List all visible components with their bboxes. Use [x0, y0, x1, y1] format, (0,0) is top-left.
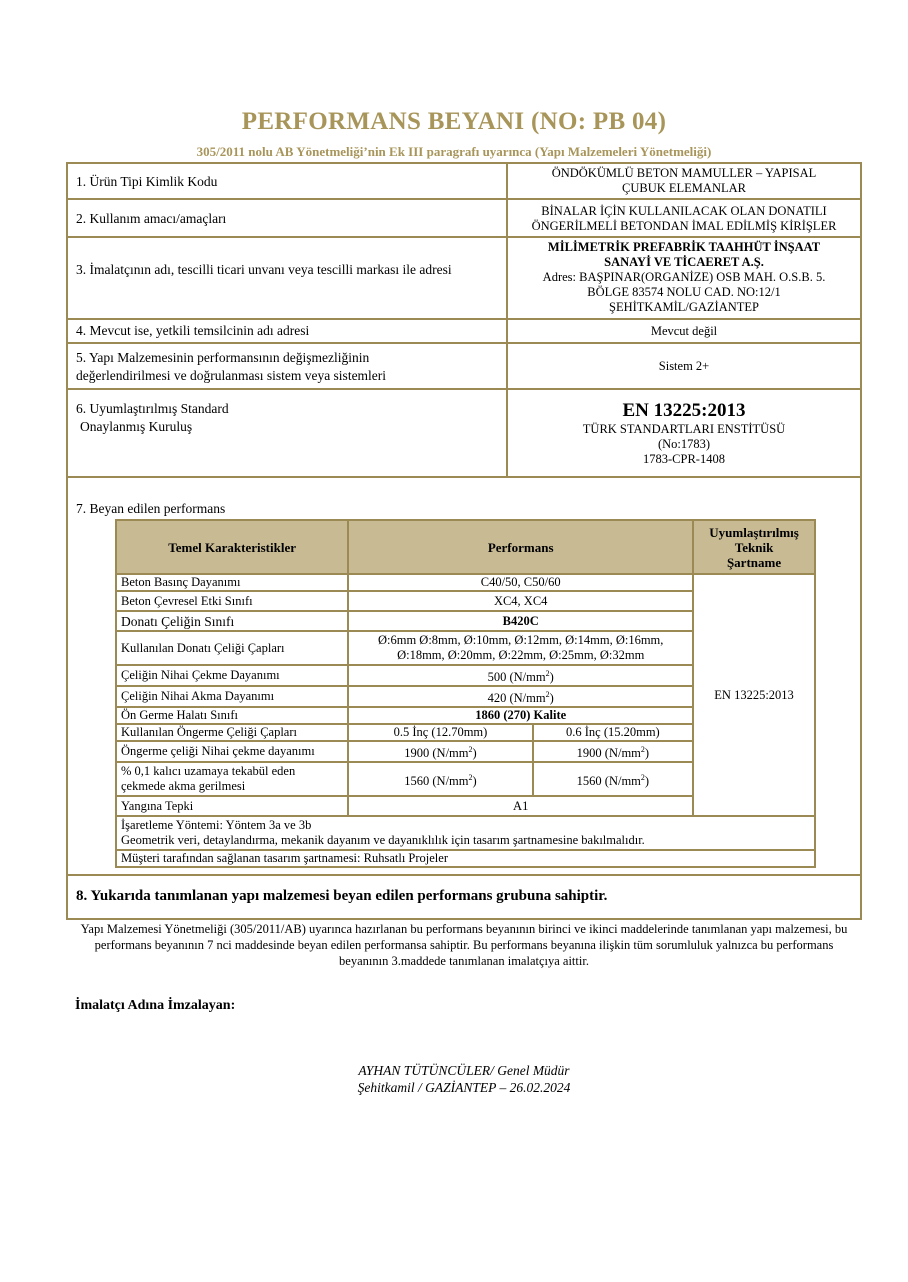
row-label: Ön Germe Halatı Sınıfı — [116, 707, 348, 724]
header-performance: Performans — [348, 520, 693, 574]
row-value: 0.6 İnç (15.20mm) — [533, 724, 693, 741]
section-3-label: 3. İmalatçının adı, tescilli ticari unvanı veya tescilli markası ile adresi — [76, 262, 452, 277]
section-6-label: 6. Uyumlaştırılmış Standard Onaylanmış Kuruluş — [76, 401, 229, 434]
row-value: C40/50, C50/60 — [348, 574, 693, 591]
declaration-note: Yapı Malzemesi Yönetmeliği (305/2011/AB) uyarınca hazırlanan bu performans beyanının birinci ve ikinci maddelerinde tanımlanan yapı malzemesi, bu performans beyanının 7 nci maddesinde beyan edilen performansa sahiptir. Bu performans beyanına ilişkin tüm sorumluluk yalnızca bu performans beyanının 3.maddede tanımlanan imalatçıya aittir. — [80, 922, 848, 968]
row-value: Ø:6mm Ø:8mm, Ø:10mm, Ø:12mm, Ø:14mm, Ø:16mm, Ø:18mm, Ø:20mm, Ø:22mm, Ø:25mm, Ø:32mm — [348, 631, 693, 665]
row-value: A1 — [348, 796, 693, 816]
row-label: Yangına Tepki — [116, 796, 348, 816]
section-2-value: BİNALAR İÇİN KULLANILACAK OLAN DONATILI ÖNGERİLMELİ BETONDAN İMAL EDİLMİŞ KİRİŞLER — [531, 204, 837, 233]
row-value: 1900 $(N/mm^2)$ — [533, 741, 693, 762]
section-7-label: 7. Beyan edilen performans — [76, 501, 226, 516]
section-6-value: EN 13225:2013 TÜRK STANDARTLARI ENSTİTÜSÜ (No:1783) 1783-CPR-1408 — [582, 400, 786, 466]
section-4-value: Mevcut değil — [650, 324, 718, 338]
row-label: Çeliğin Nihai Akma Dayanımı — [116, 686, 348, 707]
row-value: XC4, XC4 — [348, 591, 693, 611]
page-title: PERFORMANS BEYANI (NO: PB 04) — [241, 108, 667, 135]
row-value: 0.5 İnç (12.70mm) — [348, 724, 532, 741]
row-label: Çeliğin Nihai Çekme Dayanımı — [116, 665, 348, 686]
section-5-value: Sistem 2+ — [658, 359, 710, 373]
section-1-label: 1. Ürün Tipi Kimlik Kodu — [76, 174, 218, 189]
signer-name: AYHAN TÜTÜNCÜLER/ Genel Müdür — [358, 1063, 570, 1078]
header-characteristics: Temel Karakteristikler — [116, 520, 348, 574]
declaration-frame — [66, 162, 862, 920]
header-specification: Uyumlaştırılmış Teknik Şartname — [693, 520, 815, 574]
section-2-label: 2. Kullanım amacı/amaçları — [76, 211, 227, 226]
page-subtitle: 305/2011 nolu AB Yönetmeliği’nin Ek III paragrafı uyarınca (Yapı Malzemeleri Yönetmeliği) — [196, 144, 712, 159]
row-value: B420C — [348, 611, 693, 631]
row-label: Öngerme çeliği Nihai çekme dayanımı — [116, 741, 348, 762]
row-value: 1900 $(N/mm^2)$ — [348, 741, 532, 762]
row-value: 1860 (270) Kalite — [348, 707, 693, 724]
row-value: 420 $(N/mm^2)$ — [348, 686, 693, 707]
section-3-value: MİLİMETRİK PREFABRİK TAAHHÜT İNŞAAT SANAYİ VE TİCAERET A.Ş. Adres: BAŞPINAR(ORGANİZE) OSB MAH. O.S.B. 5. BÖLGE 83574 NOLU CAD. NO:12/1 ŞEHİTKAMİL/GAZİANTEP — [542, 240, 826, 314]
section-8-label: 8. Yukarıda tanımlanan yapı malzemesi beyan edilen performans grubuna sahiptir. — [76, 888, 608, 904]
table-row — [116, 574, 815, 591]
marking-note: İşaretleme Yöntemi: Yöntem 3a ve 3b Geometrik veri, detaylandırma, mekanik dayanım ve dayanıklılık için tasarım şartnamesine bakılmalıdır. — [116, 816, 815, 850]
row-label: % 0,1 kalıcı uzamaya tekabül eden çekmede akma gerilmesi — [116, 762, 348, 796]
signer-block — [0, 1062, 908, 1096]
table-header-row — [116, 520, 815, 574]
spec-cell: EN 13225:2013 — [693, 574, 815, 816]
table-note-row — [116, 850, 815, 867]
row-label: Beton Çevresel Etki Sınıfı — [116, 591, 348, 611]
performance-table — [115, 519, 816, 868]
signer-place-date: Şehitkamil / GAZİANTEP – 26.02.2024 — [357, 1080, 571, 1095]
row-label: Kullanılan Öngerme Çeliği Çapları — [116, 724, 348, 741]
design-spec-note: Müşteri tarafından sağlanan tasarım şartnamesi: Ruhsatlı Projeler — [116, 850, 815, 867]
row-label: Beton Basınç Dayanımı — [116, 574, 348, 591]
table-note-row — [116, 816, 815, 850]
section-4-label: 4. Mevcut ise, yetkili temsilcinin adı adresi — [76, 323, 310, 338]
row-label: Kullanılan Donatı Çeliği Çapları — [116, 631, 348, 665]
row-value: 1560 $(N/mm^2)$ — [533, 762, 693, 796]
row-value: 1560 $(N/mm^2)$ — [348, 762, 532, 796]
section-5-label: 5. Yapı Malzemesinin performansının değişmezliğinin değerlendirilmesi ve doğrulanması sistem veya sistemleri — [76, 350, 387, 383]
signature-label: İmalatçı Adına İmzalayan: — [75, 998, 236, 1013]
row-label: Donatı Çeliğin Sınıfı — [116, 611, 348, 631]
section-1-value: ÖNDÖKÜMLÜ BETON MAMULLER – YAPISAL ÇUBUK ELEMANLAR — [551, 166, 817, 195]
row-value: 500 $(N/mm^2)$ — [348, 665, 693, 686]
